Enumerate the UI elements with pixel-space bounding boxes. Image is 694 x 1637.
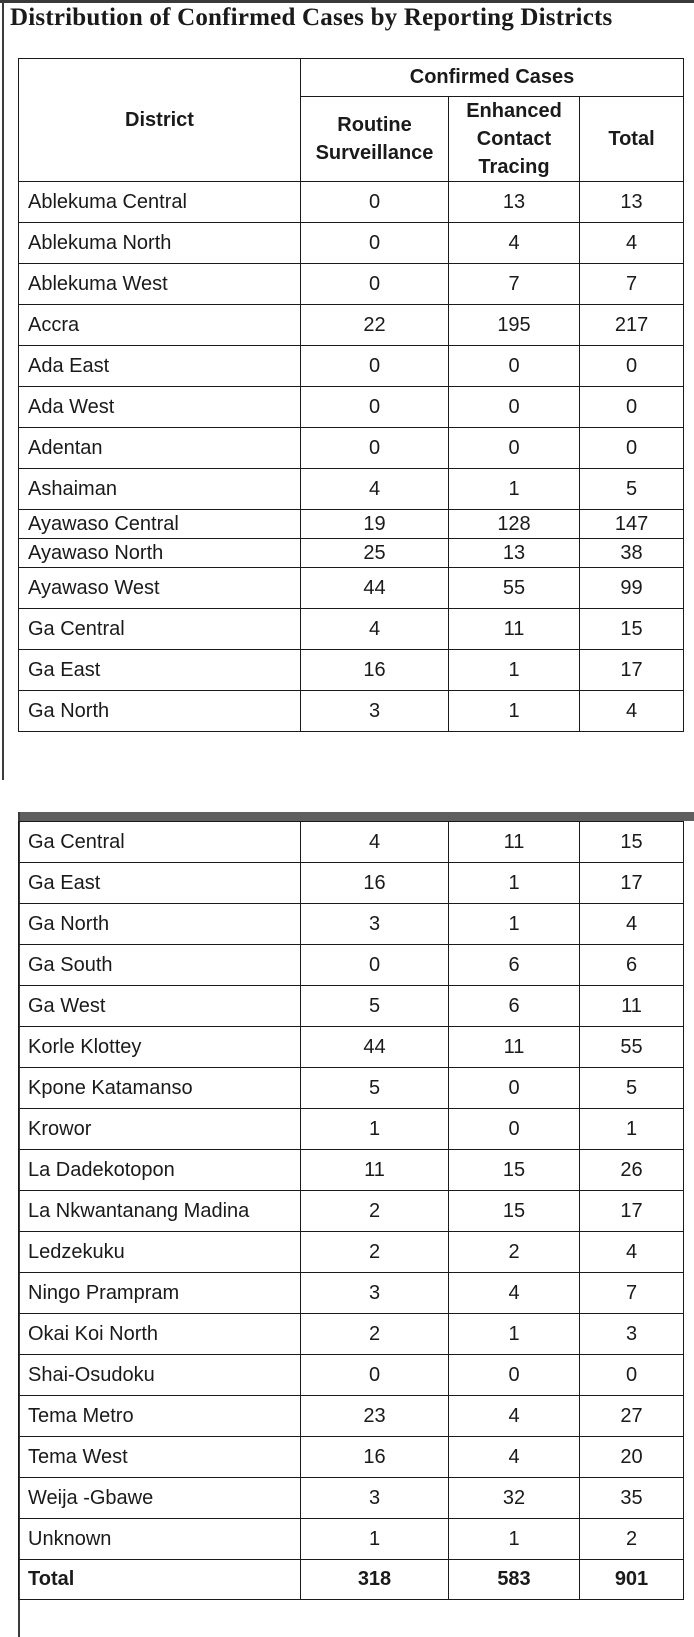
routine-cell: 2 <box>301 1314 449 1355</box>
total-cell: 27 <box>580 1396 684 1437</box>
enhanced-cell: 0 <box>449 387 580 428</box>
routine-cell: 23 <box>301 1396 449 1437</box>
routine-cell: 5 <box>301 986 449 1027</box>
table-row <box>19 822 684 863</box>
enhanced-cell: 1 <box>449 904 580 945</box>
routine-cell: 4 <box>301 469 449 510</box>
enhanced-cell: 15 <box>449 1191 580 1232</box>
enhanced-cell: 6 <box>449 986 580 1027</box>
header-line: Surveillance <box>315 142 434 164</box>
table-row <box>19 1519 684 1560</box>
routine-cell: 0 <box>301 945 449 986</box>
routine-cell: 4 <box>301 822 449 863</box>
table-row <box>19 1396 684 1437</box>
district-cell: Adentan <box>19 428 301 469</box>
total-cell: 4 <box>580 1232 684 1273</box>
enhanced-cell: 55 <box>449 568 580 609</box>
cases-table-top <box>18 58 684 732</box>
enhanced-cell: 11 <box>449 609 580 650</box>
district-cell: Okai Koi North <box>19 1314 301 1355</box>
total-cell: 5 <box>580 469 684 510</box>
routine-cell: 1 <box>301 1109 449 1150</box>
table-row <box>19 1191 684 1232</box>
total-cell: 3 <box>580 1314 684 1355</box>
table-row <box>19 904 684 945</box>
district-cell: Ga East <box>19 650 301 691</box>
district-cell: Tema West <box>19 1437 301 1478</box>
total-cell: 26 <box>580 1150 684 1191</box>
enhanced-cell: 0 <box>449 428 580 469</box>
routine-cell: 0 <box>301 223 449 264</box>
routine-cell: 2 <box>301 1232 449 1273</box>
routine-cell: 25 <box>301 539 449 568</box>
left-border <box>2 0 4 780</box>
routine-cell: 5 <box>301 1068 449 1109</box>
total-cell: 11 <box>580 986 684 1027</box>
grand-total-cell: 901 <box>580 1560 684 1600</box>
bottom-table-body <box>19 822 684 1600</box>
table-row <box>19 1068 684 1109</box>
district-cell: Weija -Gbawe <box>19 1478 301 1519</box>
total-header: Total <box>580 97 684 182</box>
total-cell: 217 <box>580 305 684 346</box>
district-cell: Ablekuma Central <box>19 182 301 223</box>
routine-cell: 19 <box>301 510 449 539</box>
table-row <box>19 1478 684 1519</box>
district-cell: La Nkwantanang Madina <box>19 1191 301 1232</box>
enhanced-cell: 32 <box>449 1478 580 1519</box>
enhanced-cell: 13 <box>449 182 580 223</box>
total-row <box>19 1560 684 1600</box>
page-break <box>0 780 694 812</box>
table-row <box>19 1355 684 1396</box>
table-row <box>19 305 684 346</box>
table-row <box>19 510 684 539</box>
total-cell: 99 <box>580 568 684 609</box>
enhanced-cell: 1 <box>449 1314 580 1355</box>
enhanced-cell: 1 <box>449 1519 580 1560</box>
header-line: Tracing <box>478 156 550 178</box>
routine-cell: 0 <box>301 346 449 387</box>
routine-cell: 3 <box>301 1478 449 1519</box>
total-cell: 38 <box>580 539 684 568</box>
routine-cell: 11 <box>301 1150 449 1191</box>
enhanced-cell: 128 <box>449 510 580 539</box>
enhanced-cell: 13 <box>449 539 580 568</box>
district-header: District <box>19 59 301 182</box>
table-row <box>19 469 684 510</box>
total-cell: 55 <box>580 1027 684 1068</box>
table-row <box>19 568 684 609</box>
enhanced-cell: 1 <box>449 469 580 510</box>
routine-cell: 16 <box>301 1437 449 1478</box>
total-cell: 13 <box>580 182 684 223</box>
table-row <box>19 691 684 732</box>
district-cell: Ga North <box>19 691 301 732</box>
enhanced-cell: 4 <box>449 1396 580 1437</box>
table-row <box>19 1273 684 1314</box>
table-row <box>19 945 684 986</box>
routine-cell: 16 <box>301 650 449 691</box>
district-cell: Accra <box>19 305 301 346</box>
header-line: Enhanced <box>466 100 562 122</box>
enhanced-cell: 0 <box>449 1355 580 1396</box>
enhanced-cell: 4 <box>449 1437 580 1478</box>
total-cell: 17 <box>580 1191 684 1232</box>
table-row <box>19 1109 684 1150</box>
routine-cell: 0 <box>301 264 449 305</box>
district-cell: Ga East <box>19 863 301 904</box>
routine-cell: 0 <box>301 1355 449 1396</box>
district-cell: Kpone Katamanso <box>19 1068 301 1109</box>
district-cell: La Dadekotopon <box>19 1150 301 1191</box>
enhanced-cell: 4 <box>449 223 580 264</box>
total-cell: 1 <box>580 1109 684 1150</box>
routine-cell: 3 <box>301 691 449 732</box>
district-cell: Ada West <box>19 387 301 428</box>
table-row <box>19 609 684 650</box>
district-cell: Ga North <box>19 904 301 945</box>
total-cell: 0 <box>580 428 684 469</box>
total-label-cell: Total <box>19 1560 301 1600</box>
total-cell: 7 <box>580 1273 684 1314</box>
enhanced-cell: 6 <box>449 945 580 986</box>
routine-cell: 4 <box>301 609 449 650</box>
header-line: Contact <box>476 128 552 150</box>
page-separator-bar <box>18 812 694 821</box>
routine-cell: 3 <box>301 904 449 945</box>
enhanced-total-cell: 583 <box>449 1560 580 1600</box>
total-cell: 15 <box>580 822 684 863</box>
district-cell: Ga Central <box>19 609 301 650</box>
cases-table-bottom <box>18 821 684 1600</box>
total-cell: 17 <box>580 863 684 904</box>
routine-cell: 2 <box>301 1191 449 1232</box>
table-row <box>19 1437 684 1478</box>
total-cell: 7 <box>580 264 684 305</box>
total-cell: 0 <box>580 1355 684 1396</box>
table-row <box>19 346 684 387</box>
enhanced-cell: 4 <box>449 1273 580 1314</box>
total-cell: 5 <box>580 1068 684 1109</box>
total-cell: 35 <box>580 1478 684 1519</box>
enhanced-cell: 11 <box>449 822 580 863</box>
enhanced-contact-tracing-header <box>449 97 580 182</box>
routine-cell: 0 <box>301 428 449 469</box>
enhanced-cell: 1 <box>449 863 580 904</box>
routine-cell: 0 <box>301 387 449 428</box>
top-border <box>0 0 694 3</box>
table-row <box>19 182 684 223</box>
table-row <box>19 650 684 691</box>
total-cell: 0 <box>580 346 684 387</box>
district-cell: Ningo Prampram <box>19 1273 301 1314</box>
total-cell: 0 <box>580 387 684 428</box>
total-cell: 17 <box>580 650 684 691</box>
table-row <box>19 1150 684 1191</box>
routine-cell: 0 <box>301 182 449 223</box>
top-table-body <box>19 182 684 732</box>
district-cell: Ada East <box>19 346 301 387</box>
enhanced-cell: 1 <box>449 650 580 691</box>
district-cell: Ablekuma North <box>19 223 301 264</box>
district-cell: Ayawaso West <box>19 568 301 609</box>
total-cell: 20 <box>580 1437 684 1478</box>
enhanced-cell: 1 <box>449 691 580 732</box>
district-cell: Shai-Osudoku <box>19 1355 301 1396</box>
table-row <box>19 863 684 904</box>
enhanced-cell: 7 <box>449 264 580 305</box>
page-title: Distribution of Confirmed Cases by Reporting Districts <box>10 4 613 31</box>
routine-cell: 22 <box>301 305 449 346</box>
table-row <box>19 539 684 568</box>
district-cell: Ablekuma West <box>19 264 301 305</box>
routine-total-cell: 318 <box>301 1560 449 1600</box>
enhanced-cell: 0 <box>449 1068 580 1109</box>
district-cell: Krowor <box>19 1109 301 1150</box>
routine-cell: 1 <box>301 1519 449 1560</box>
enhanced-cell: 15 <box>449 1150 580 1191</box>
enhanced-cell: 11 <box>449 1027 580 1068</box>
total-cell: 4 <box>580 223 684 264</box>
total-cell: 15 <box>580 609 684 650</box>
district-cell: Ashaiman <box>19 469 301 510</box>
table-row <box>19 1314 684 1355</box>
table-row <box>19 1027 684 1068</box>
table-row <box>19 264 684 305</box>
table-row <box>19 986 684 1027</box>
district-cell: Ledzekuku <box>19 1232 301 1273</box>
routine-surveillance-header <box>301 97 449 182</box>
district-cell: Ga Central <box>19 822 301 863</box>
table-row <box>19 428 684 469</box>
header-line: Routine <box>337 114 412 136</box>
total-cell: 6 <box>580 945 684 986</box>
district-cell: Korle Klottey <box>19 1027 301 1068</box>
district-cell: Unknown <box>19 1519 301 1560</box>
district-cell: Ga West <box>19 986 301 1027</box>
routine-cell: 44 <box>301 568 449 609</box>
enhanced-cell: 2 <box>449 1232 580 1273</box>
routine-cell: 16 <box>301 863 449 904</box>
district-cell: Ayawaso Central <box>19 510 301 539</box>
routine-cell: 3 <box>301 1273 449 1314</box>
district-cell: Tema Metro <box>19 1396 301 1437</box>
routine-cell: 44 <box>301 1027 449 1068</box>
total-cell: 4 <box>580 904 684 945</box>
table-row <box>19 1232 684 1273</box>
confirmed-cases-header: Confirmed Cases <box>301 59 684 97</box>
district-cell: Ayawaso North <box>19 539 301 568</box>
header-row-group <box>19 59 684 97</box>
enhanced-cell: 0 <box>449 346 580 387</box>
total-cell: 147 <box>580 510 684 539</box>
enhanced-cell: 195 <box>449 305 580 346</box>
table-row <box>19 387 684 428</box>
enhanced-cell: 0 <box>449 1109 580 1150</box>
total-cell: 2 <box>580 1519 684 1560</box>
district-cell: Ga South <box>19 945 301 986</box>
table-row <box>19 223 684 264</box>
total-cell: 4 <box>580 691 684 732</box>
